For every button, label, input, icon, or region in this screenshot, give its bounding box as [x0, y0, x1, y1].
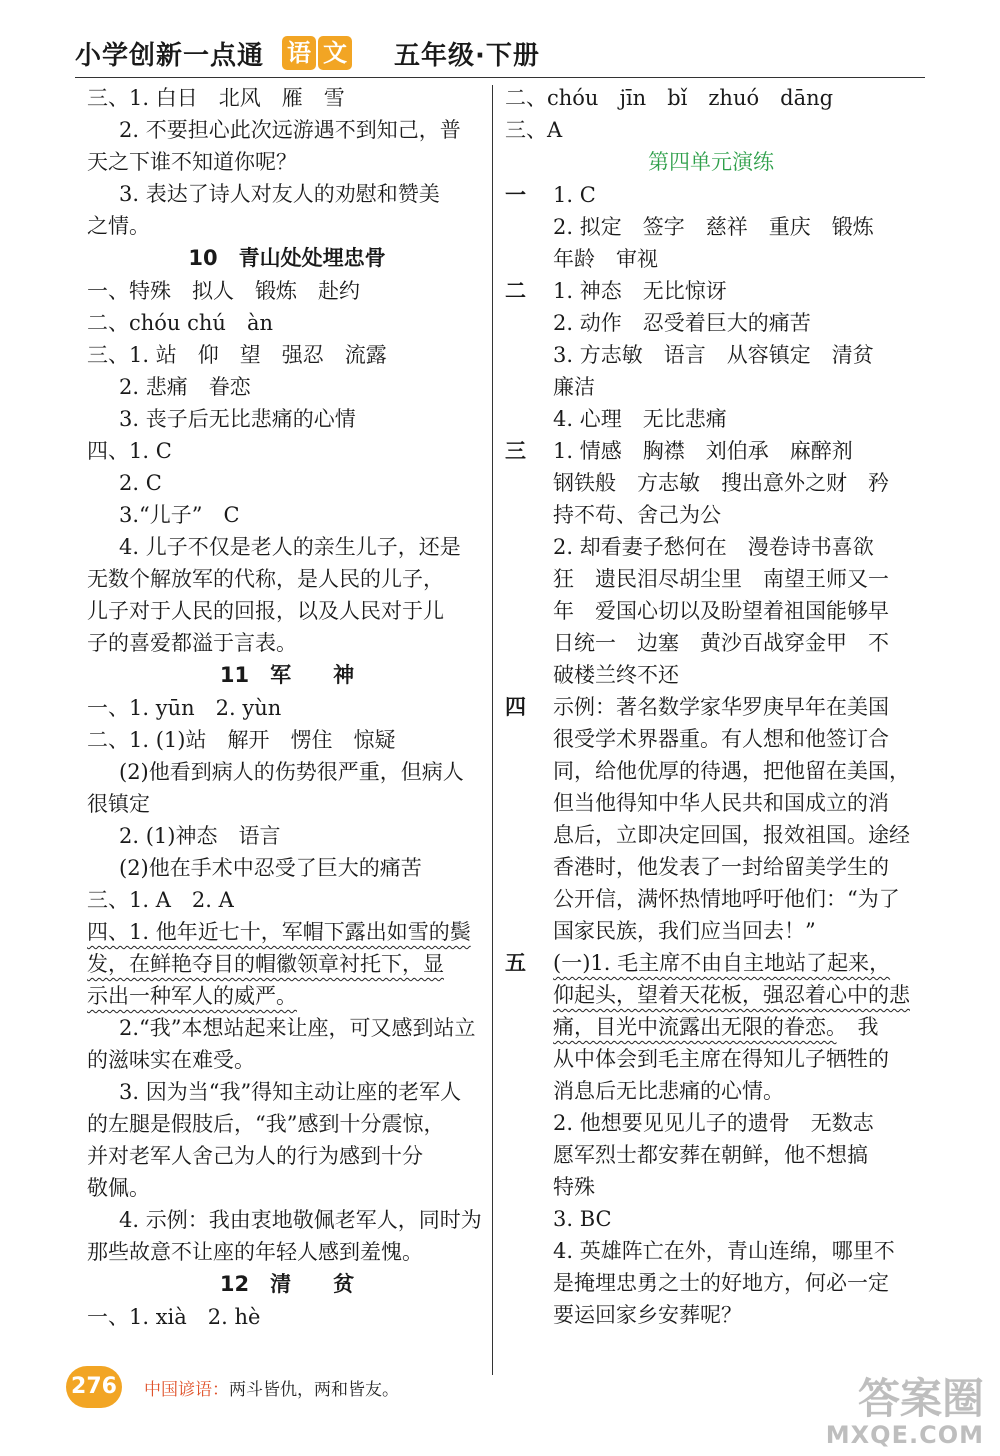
- answer-text: 2. (1)神态 语言: [119, 824, 281, 848]
- answer-line: [505, 627, 917, 659]
- answer-text: 特殊: [553, 1175, 595, 1199]
- answer-line: [87, 563, 487, 595]
- answer-text: 年龄 审视: [553, 247, 658, 271]
- answer-text: 廉洁: [553, 375, 595, 399]
- answer-text: 3. 丧子后无比悲痛的心情: [119, 407, 356, 431]
- answer-line: [505, 979, 917, 1011]
- left-column: [87, 82, 487, 1333]
- answer-line: [87, 756, 487, 788]
- answer-text: 2.“我”本想站起来让座，可又感到站立: [119, 1016, 476, 1040]
- answer-text: 2. 拟定 签字 慈祥 重庆 锻炼: [553, 215, 874, 239]
- answer-line: [87, 1140, 487, 1172]
- answer-line: [87, 371, 487, 403]
- answer-text: 二、1. (1)站 解开 愣住 惊疑: [87, 728, 396, 752]
- answer-line: [87, 595, 487, 627]
- answer-text: 四、1. 他年近七十，军帽下露出如雪的鬓: [87, 920, 471, 944]
- answer-text: 是掩埋忠勇之士的好地方，何必一定: [553, 1271, 889, 1295]
- answer-text: 香港时，他发表了一封给留美学生的: [553, 855, 889, 879]
- answer-line: [87, 1204, 487, 1236]
- answer-text: 从中体会到毛主席在得知儿子牺牲的: [553, 1047, 889, 1071]
- section-title: 11 军 神: [219, 663, 355, 687]
- answer-text: 发，在鲜艳夺目的帽徽领章衬托下，显: [87, 952, 444, 976]
- answer-line: [87, 884, 487, 916]
- answer-text: 天之下谁不知道你呢？: [87, 150, 297, 174]
- answer-line: [87, 467, 487, 499]
- question-label: 五: [505, 950, 526, 975]
- answer-line: [505, 1107, 917, 1139]
- answer-text: 国家民族，我们应当回去！”: [553, 919, 816, 943]
- answer-text: 子的喜爱都溢于言表。: [87, 631, 297, 655]
- answer-text: 2. 动作 忍受着巨大的痛苦: [553, 311, 811, 335]
- answer-line: [87, 403, 487, 435]
- answer-text: 那些故意不让座的年轻人感到羞愧。: [87, 1240, 423, 1264]
- answer-text: 公开信，满怀热情地呼吁他们：“为了: [553, 887, 900, 911]
- answer-text: 3.“儿子” C: [119, 503, 240, 527]
- answer-text: 很受学术界器重。有人想和他签订合: [553, 727, 889, 751]
- answer-text: 4. 儿子不仅是老人的亲生儿子，还是: [119, 535, 461, 559]
- answer-line: [505, 1011, 917, 1043]
- watermark-text: 答案圈: [857, 1374, 984, 1423]
- answer-text: (2)他看到病人的伤势很严重，但病人: [119, 760, 464, 784]
- answer-line: [87, 788, 487, 820]
- answer-text: 钢铁般 方志敏 搜出意外之财 矜: [553, 471, 889, 495]
- page-number: 276: [66, 1366, 122, 1408]
- answer-line: [87, 916, 487, 948]
- answer-text: 示例：著名数学家华罗庚早年在美国: [553, 695, 889, 719]
- answer-line: [87, 275, 487, 307]
- answer-line: [87, 1172, 487, 1204]
- answer-text: 同，给他优厚的待遇，把他留在美国，: [553, 759, 910, 783]
- answer-text: 二、chóu jīn bǐ zhuó dāng: [505, 86, 834, 110]
- grade-label: 五年级·下册: [394, 40, 540, 71]
- answer-line: [505, 499, 917, 531]
- answer-line: [505, 403, 917, 435]
- header-divider: [75, 77, 925, 78]
- page-header: [75, 33, 540, 73]
- subject-char: 语: [282, 36, 316, 70]
- answer-line: [505, 1139, 917, 1171]
- answer-text: 3. BC: [553, 1207, 612, 1231]
- answer-text: 1. 神态 无比惊讶: [553, 279, 727, 303]
- answer-line: [505, 179, 917, 211]
- answer-text: 1. C: [553, 183, 596, 207]
- question-label: 一: [505, 182, 526, 207]
- answer-text: 4. 英雄阵亡在外，青山连绵，哪里不: [553, 1239, 895, 1263]
- answer-line: [505, 851, 917, 883]
- answer-text: 二、chóu chú àn: [87, 311, 273, 335]
- answer-line: [87, 1301, 487, 1333]
- watermark-logo: [826, 1376, 984, 1448]
- answer-text: 愿军烈士都安葬在朝鲜，他不想搞: [553, 1143, 868, 1167]
- answer-line: [87, 307, 487, 339]
- answer-text: 3. 表达了诗人对友人的劝慰和赞美: [119, 182, 440, 206]
- watermark-url: MXQE.COM: [825, 1421, 984, 1449]
- answer-line: [87, 692, 487, 724]
- answer-line: [87, 1012, 487, 1044]
- answer-line: [87, 499, 487, 531]
- answer-text: 一、1. xià 2. hè: [87, 1305, 261, 1329]
- subject-char: 文: [318, 36, 352, 70]
- subject-badge: [282, 36, 354, 70]
- answer-line: [87, 820, 487, 852]
- answer-line: [87, 852, 487, 884]
- answer-line: [505, 1203, 917, 1235]
- answer-text: 但当他得知中华人民共和国成立的消: [553, 791, 889, 815]
- answer-line: [87, 82, 487, 114]
- answer-text: 2. 悲痛 眷恋: [119, 375, 251, 399]
- answer-line: [87, 339, 487, 371]
- answer-text: (一)1. 毛主席不由自主地站了起来，: [553, 951, 891, 975]
- answer-line: [505, 371, 917, 403]
- answer-text: 息后，立即决定回国，报效祖国。途经: [553, 823, 910, 847]
- answer-line: [505, 755, 917, 787]
- answer-line: [505, 275, 917, 307]
- section-title: 10 青山处处埋忠骨: [188, 246, 386, 270]
- answer-line: [505, 883, 917, 915]
- answer-line: [87, 1108, 487, 1140]
- answer-line: [505, 1267, 917, 1299]
- answer-text: 一、特殊 拟人 锻炼 赴约: [87, 279, 360, 303]
- answer-line: [87, 948, 487, 980]
- answer-line: [505, 531, 917, 563]
- answer-text: 敬佩。: [87, 1176, 150, 1200]
- answer-line: [505, 1299, 917, 1331]
- answer-text: 儿子对于人民的回报，以及人民对于儿: [87, 599, 444, 623]
- answer-line: [505, 947, 917, 979]
- answer-line: [505, 307, 917, 339]
- answer-text: 3. 因为当“我”得知主动让座的老军人: [119, 1080, 462, 1104]
- answer-text: 4. 心理 无比悲痛: [553, 407, 727, 431]
- answer-text: 痛，目光中流露出无限的眷恋。: [553, 1015, 837, 1039]
- question-label: 二: [505, 278, 526, 303]
- answer-line: [505, 114, 917, 146]
- right-column: [505, 82, 917, 1331]
- section-title: 12 清 贫: [219, 1272, 355, 1296]
- answer-text: 三、A: [505, 118, 563, 142]
- section-title: 第四单元演练: [648, 150, 774, 174]
- answer-text: 2. C: [119, 471, 162, 495]
- answer-text: 年 爱国心切以及盼望着祖国能够早: [553, 599, 889, 623]
- answer-text: 三、1. 白日 北风 雁 雪: [87, 86, 345, 110]
- answer-line: [505, 1043, 917, 1075]
- answer-text: 示出一种军人的威严。: [87, 984, 297, 1008]
- question-label: 三: [505, 438, 526, 463]
- answer-line: [87, 980, 487, 1012]
- answer-text: 一、1. yūn 2. yùn: [87, 696, 282, 720]
- answer-text: 破楼兰终不还: [553, 663, 679, 687]
- answer-text: 四、1. C: [87, 439, 172, 463]
- answer-text: 日统一 边塞 黄沙百战穿金甲 不: [553, 631, 889, 655]
- answer-text: 2. 却看妻子愁何在 漫卷诗书喜欲: [553, 535, 874, 559]
- answer-text: 要运回家乡安葬呢？: [553, 1303, 742, 1327]
- answer-text: 三、1. A 2. A: [87, 888, 234, 912]
- column-divider: [492, 85, 493, 1375]
- answer-line: [505, 339, 917, 371]
- answer-line: [505, 819, 917, 851]
- page-footer: [66, 1366, 399, 1408]
- answer-line: [505, 563, 917, 595]
- answer-text: 无数个解放军的代称，是人民的儿子，: [87, 567, 444, 591]
- answer-text: 之情。: [87, 214, 150, 238]
- answer-text: 持不苟、舍己为公: [553, 503, 721, 527]
- answer-line: [87, 114, 487, 146]
- answer-line: [87, 435, 487, 467]
- answer-line: [505, 1235, 917, 1267]
- answer-text: 4. 示例：我由衷地敬佩老军人，同时为: [119, 1208, 482, 1232]
- answer-text: 的左腿是假肢后，“我”感到十分震惊，: [87, 1112, 445, 1136]
- answer-line: [505, 691, 917, 723]
- question-label: 四: [505, 694, 526, 719]
- answer-line: [87, 1076, 487, 1108]
- answer-text: 2. 不要担心此次远游遇不到知己，普: [119, 118, 461, 142]
- answer-line: [87, 1236, 487, 1268]
- answer-line: [505, 723, 917, 755]
- proverb-label: 中国谚语：: [144, 1379, 229, 1400]
- answer-text: 并对老军人舍己为人的行为感到十分: [87, 1144, 423, 1168]
- answer-line: [505, 435, 917, 467]
- book-title: 小学创新一点通: [75, 40, 265, 71]
- answer-text-tail: 我: [836, 1015, 879, 1039]
- answer-text: 三、1. 站 仰 望 强忍 流露: [87, 343, 387, 367]
- answer-line: [505, 82, 917, 114]
- answer-line: [87, 724, 487, 756]
- proverb-text: 两斗皆仇，两和皆友。: [229, 1379, 399, 1400]
- answer-line: [505, 787, 917, 819]
- answer-line: [505, 1171, 917, 1203]
- answer-line: [505, 1075, 917, 1107]
- answer-line: [87, 531, 487, 563]
- answer-text: 3. 方志敏 语言 从容镇定 清贫: [553, 343, 874, 367]
- answer-line: [505, 243, 917, 275]
- answer-text: 消息后无比悲痛的心情。: [553, 1079, 784, 1103]
- answer-line: [87, 627, 487, 659]
- answer-text: 仰起头，望着天花板，强忍着心中的悲: [553, 983, 910, 1007]
- answer-line: [87, 1044, 487, 1076]
- answer-line: [505, 467, 917, 499]
- answer-line: [87, 210, 487, 242]
- answer-text: 狂 遗民泪尽胡尘里 南望王师又一: [553, 567, 889, 591]
- answer-line: [505, 659, 917, 691]
- answer-text: 1. 情感 胸襟 刘伯承 麻醉剂: [553, 439, 853, 463]
- answer-text: 的滋味实在难受。: [87, 1048, 255, 1072]
- answer-text: 很镇定: [87, 792, 150, 816]
- answer-line: [505, 211, 917, 243]
- answer-line: [87, 178, 487, 210]
- answer-text: 2. 他想要见见儿子的遗骨 无数志: [553, 1111, 874, 1135]
- answer-line: [505, 915, 917, 947]
- answer-line: [505, 595, 917, 627]
- answer-line: [87, 146, 487, 178]
- answer-text: (2)他在手术中忍受了巨大的痛苦: [119, 856, 422, 880]
